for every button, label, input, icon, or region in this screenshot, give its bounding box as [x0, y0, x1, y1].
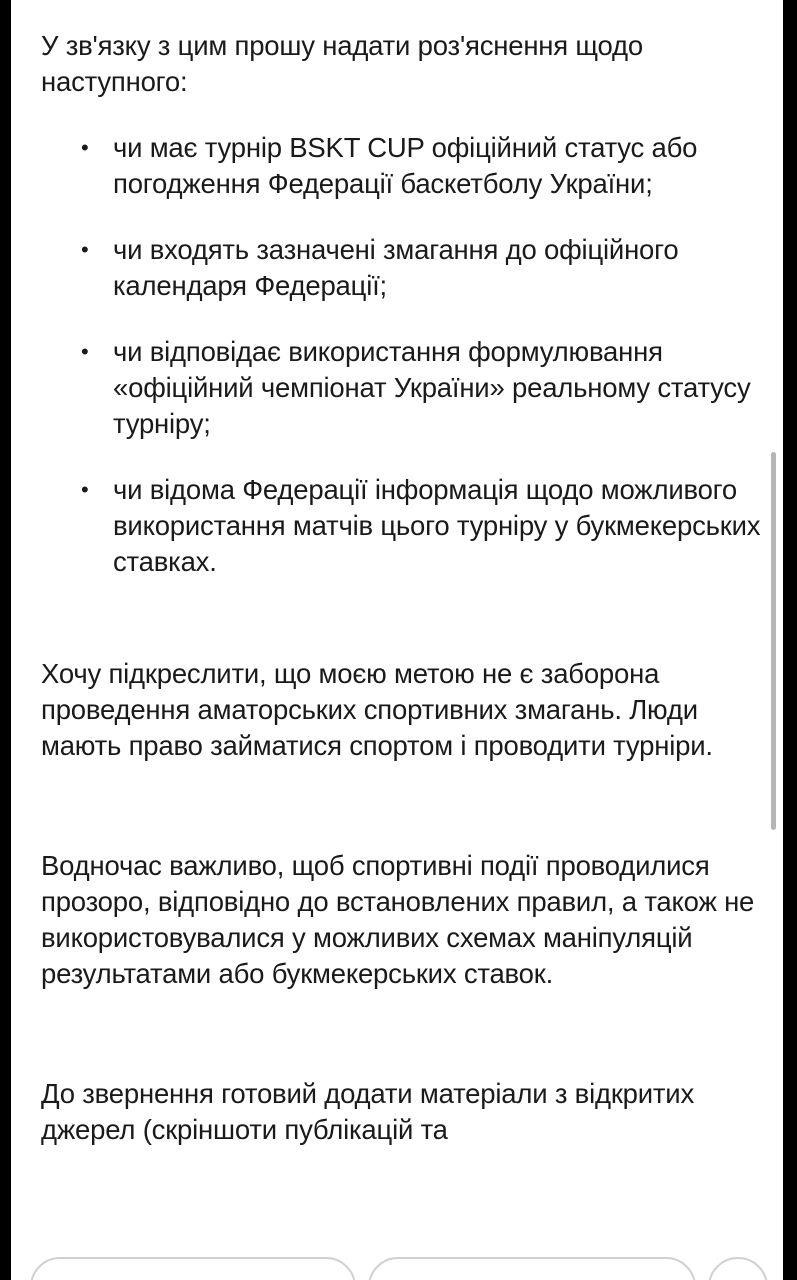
suggestion-chip[interactable] — [368, 1257, 696, 1280]
question-text: чи входять зазначені змагання до офіційного календаря Федерації; — [113, 234, 679, 301]
bullet-icon: • — [81, 135, 89, 160]
paragraph-intent: Хочу підкреслити, що моєю метою не є заборона проведення аматорських спортивних змагань. Люди мають право займатися спортом і проводити турніри. — [41, 658, 713, 761]
message-body — [41, 28, 761, 1148]
list-item — [41, 130, 761, 202]
round-action-button[interactable] — [708, 1257, 768, 1280]
paragraph-transparency: Водночас важливо, щоб спортивні події проводилися прозоро, відповідно до встановлених правил, а також не використовувалися у можливих схемах маніпуляцій результатами або букмекерських ставок. — [41, 850, 755, 989]
list-item — [41, 334, 761, 442]
suggestion-chip[interactable] — [30, 1257, 356, 1280]
suggestion-chips — [11, 1257, 783, 1280]
paragraph-materials: До звернення готовий додати матеріали з відкритих джерел (скріншоти публікацій та — [41, 1078, 695, 1145]
bullet-icon: • — [81, 477, 89, 502]
bullet-icon: • — [81, 237, 89, 262]
chat-screen — [11, 0, 783, 1280]
question-text: чи відповідає використання формулювання «офіційний чемпіонат України» реальному статусу турніру; — [113, 336, 751, 439]
list-item — [41, 232, 761, 304]
question-text: чи має турнір BSKT CUP офіційний статус або погодження Федерації баскетболу України; — [113, 132, 698, 199]
question-text: чи відома Федерації інформація щодо можливого використання матчів цього турніру у букмекерських ставках. — [113, 474, 761, 577]
bullet-icon: • — [81, 339, 89, 364]
scrollbar[interactable] — [771, 452, 776, 830]
list-item — [41, 472, 761, 580]
questions-list — [41, 130, 761, 580]
intro-text: У зв'язку з цим прошу надати роз'яснення щодо наступного: — [41, 30, 643, 97]
